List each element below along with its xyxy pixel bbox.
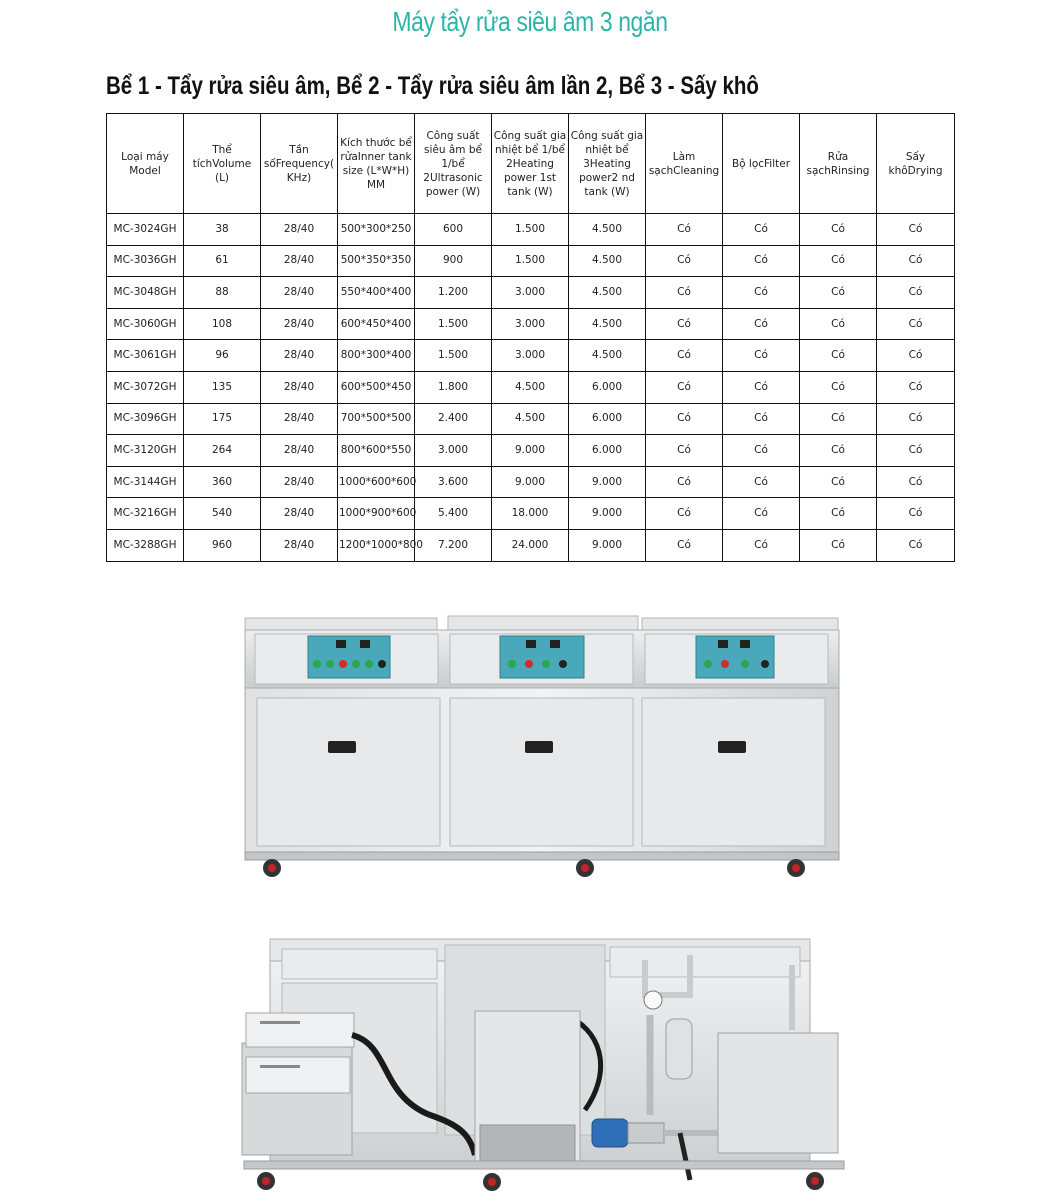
table-cell: Có [723, 466, 800, 498]
table-cell: 9.000 [569, 466, 646, 498]
table-cell: MC-3120GH [107, 435, 184, 467]
table-cell: Có [877, 466, 955, 498]
table-cell: 1.500 [415, 340, 492, 372]
table-cell: 550*400*400 [338, 277, 415, 309]
table-cell: MC-3048GH [107, 277, 184, 309]
table-cell: 28/40 [261, 435, 338, 467]
table-cell: 6.000 [569, 403, 646, 435]
table-cell: 1.500 [415, 308, 492, 340]
table-cell: 3.000 [492, 340, 569, 372]
table-cell: 38 [184, 214, 261, 246]
table-row [107, 435, 955, 467]
table-cell: 24.000 [492, 529, 569, 561]
column-header: Rửa sạchRinsing [800, 114, 877, 214]
table-cell: 600*450*400 [338, 308, 415, 340]
table-cell: 1200*1000*800 [338, 529, 415, 561]
table-cell: 4.500 [569, 340, 646, 372]
table-cell: Có [800, 277, 877, 309]
table-cell: 28/40 [261, 498, 338, 530]
table-cell: Có [877, 245, 955, 277]
table-row [107, 466, 955, 498]
table-cell: Có [646, 214, 723, 246]
table-cell: 5.400 [415, 498, 492, 530]
table-cell: 700*500*500 [338, 403, 415, 435]
table-cell: Có [800, 466, 877, 498]
table-cell: MC-3096GH [107, 403, 184, 435]
column-header: Thể tíchVolume (L) [184, 114, 261, 214]
table-cell: 540 [184, 498, 261, 530]
table-cell: Có [646, 498, 723, 530]
column-header: Sấy khôDrying [877, 114, 955, 214]
table-cell: 1.500 [492, 214, 569, 246]
column-header: Công suất gia nhiệt bể 3Heating power2 nd tank (W) [569, 114, 646, 214]
table-cell: 18.000 [492, 498, 569, 530]
table-cell: 4.500 [569, 277, 646, 309]
table-cell: Có [877, 529, 955, 561]
table-cell: Có [800, 403, 877, 435]
table-cell: 1000*900*600 [338, 498, 415, 530]
table-cell: 360 [184, 466, 261, 498]
table-cell: MC-3216GH [107, 498, 184, 530]
table-cell: 4.500 [569, 245, 646, 277]
table-cell: Có [877, 340, 955, 372]
table-cell: 61 [184, 245, 261, 277]
table-cell: Có [646, 403, 723, 435]
table-cell: Có [723, 277, 800, 309]
table-cell: MC-3060GH [107, 308, 184, 340]
table-cell: Có [800, 498, 877, 530]
table-cell: 800*300*400 [338, 340, 415, 372]
table-cell: 4.500 [492, 403, 569, 435]
table-cell: 1.200 [415, 277, 492, 309]
table-cell: 88 [184, 277, 261, 309]
column-header: Công suất siêu âm bể 1/bể 2Ultrasonic power (W) [415, 114, 492, 214]
table-cell: Có [646, 245, 723, 277]
table-cell: 28/40 [261, 466, 338, 498]
table-cell: Có [723, 308, 800, 340]
table-row [107, 498, 955, 530]
table-cell: 135 [184, 371, 261, 403]
table-cell: 6.000 [569, 435, 646, 467]
table-row [107, 371, 955, 403]
table-cell: 7.200 [415, 529, 492, 561]
table-cell: Có [646, 435, 723, 467]
table-cell: Có [646, 308, 723, 340]
table-cell: Có [877, 308, 955, 340]
table-row [107, 308, 955, 340]
column-header: Loại máy Model [107, 114, 184, 214]
table-cell: 600*500*450 [338, 371, 415, 403]
table-cell: Có [646, 277, 723, 309]
table-cell: 28/40 [261, 529, 338, 561]
table-cell: 960 [184, 529, 261, 561]
three-tank-machine-rear-photo [240, 925, 850, 1197]
table-cell: Có [800, 308, 877, 340]
table-cell: MC-3024GH [107, 214, 184, 246]
table-cell: 500*300*250 [338, 214, 415, 246]
table-row [107, 245, 955, 277]
table-row [107, 403, 955, 435]
table-cell: 900 [415, 245, 492, 277]
table-cell: 4.500 [569, 308, 646, 340]
table-cell: 175 [184, 403, 261, 435]
table-body [107, 214, 955, 562]
page-title: Máy tẩy rửa siêu âm 3 ngăn [392, 6, 668, 37]
table-cell: 9.000 [492, 435, 569, 467]
table-cell: 3.000 [492, 277, 569, 309]
table-cell: 9.000 [492, 466, 569, 498]
column-header: Công suất gia nhiệt bể 1/bể 2Heating power 1st tank (W) [492, 114, 569, 214]
table-cell: 28/40 [261, 277, 338, 309]
table-cell: 96 [184, 340, 261, 372]
table-cell: 600 [415, 214, 492, 246]
table-cell: Có [800, 435, 877, 467]
table-cell: MC-3072GH [107, 371, 184, 403]
column-header: Làm sạchCleaning [646, 114, 723, 214]
table-row [107, 214, 955, 246]
table-cell: Có [723, 214, 800, 246]
table-cell: 28/40 [261, 308, 338, 340]
table-cell: Có [723, 245, 800, 277]
table-cell: 9.000 [569, 529, 646, 561]
table-row [107, 277, 955, 309]
table-cell: 264 [184, 435, 261, 467]
table-cell: MC-3288GH [107, 529, 184, 561]
table-cell: Có [877, 435, 955, 467]
table-cell: 9.000 [569, 498, 646, 530]
table-cell: Có [646, 529, 723, 561]
table-header-row [107, 114, 955, 214]
table-cell: Có [723, 340, 800, 372]
table-cell: 3.000 [492, 308, 569, 340]
table-cell: 108 [184, 308, 261, 340]
table-cell: Có [877, 371, 955, 403]
table-cell: MC-3144GH [107, 466, 184, 498]
table-cell: 500*350*350 [338, 245, 415, 277]
table-cell: 1.800 [415, 371, 492, 403]
table-cell: 4.500 [569, 214, 646, 246]
three-tank-machine-front-photo [240, 608, 845, 883]
table-cell: Có [800, 245, 877, 277]
table-cell: 28/40 [261, 245, 338, 277]
table-cell: Có [723, 403, 800, 435]
table-cell: Có [723, 371, 800, 403]
table-cell: Có [877, 214, 955, 246]
table-cell: 28/40 [261, 214, 338, 246]
table-row [107, 340, 955, 372]
table-row [107, 529, 955, 561]
table-cell: MC-3036GH [107, 245, 184, 277]
table-cell: 2.400 [415, 403, 492, 435]
table-cell: Có [877, 498, 955, 530]
table-cell: 28/40 [261, 403, 338, 435]
table-cell: 800*600*550 [338, 435, 415, 467]
column-header: Tần sốFrequency( KHz) [261, 114, 338, 214]
table-cell: 28/40 [261, 371, 338, 403]
table-cell: 4.500 [492, 371, 569, 403]
table-cell: Có [800, 214, 877, 246]
table-cell: Có [646, 371, 723, 403]
table-cell: 3.600 [415, 466, 492, 498]
table-cell: Có [800, 340, 877, 372]
table-cell: MC-3061GH [107, 340, 184, 372]
page-subtitle: Bể 1 - Tẩy rửa siêu âm, Bể 2 - Tẩy rửa siêu âm lần 2, Bể 3 - Sấy khô [106, 72, 759, 100]
table-cell: 1000*600*600 [338, 466, 415, 498]
table-cell: 6.000 [569, 371, 646, 403]
table-cell: Có [723, 435, 800, 467]
table-cell: Có [646, 340, 723, 372]
column-header: Bộ lọcFilter [723, 114, 800, 214]
table-cell: Có [723, 529, 800, 561]
table-cell: Có [646, 466, 723, 498]
table-cell: Có [800, 529, 877, 561]
spec-table [106, 113, 955, 562]
table-cell: Có [877, 403, 955, 435]
table-cell: 3.000 [415, 435, 492, 467]
table-cell: Có [723, 498, 800, 530]
table-cell: Có [800, 371, 877, 403]
column-header: Kích thước bể rửaInner tank size (L*W*H) MM [338, 114, 415, 214]
table-cell: Có [877, 277, 955, 309]
table-cell: 1.500 [492, 245, 569, 277]
table-cell: 28/40 [261, 340, 338, 372]
